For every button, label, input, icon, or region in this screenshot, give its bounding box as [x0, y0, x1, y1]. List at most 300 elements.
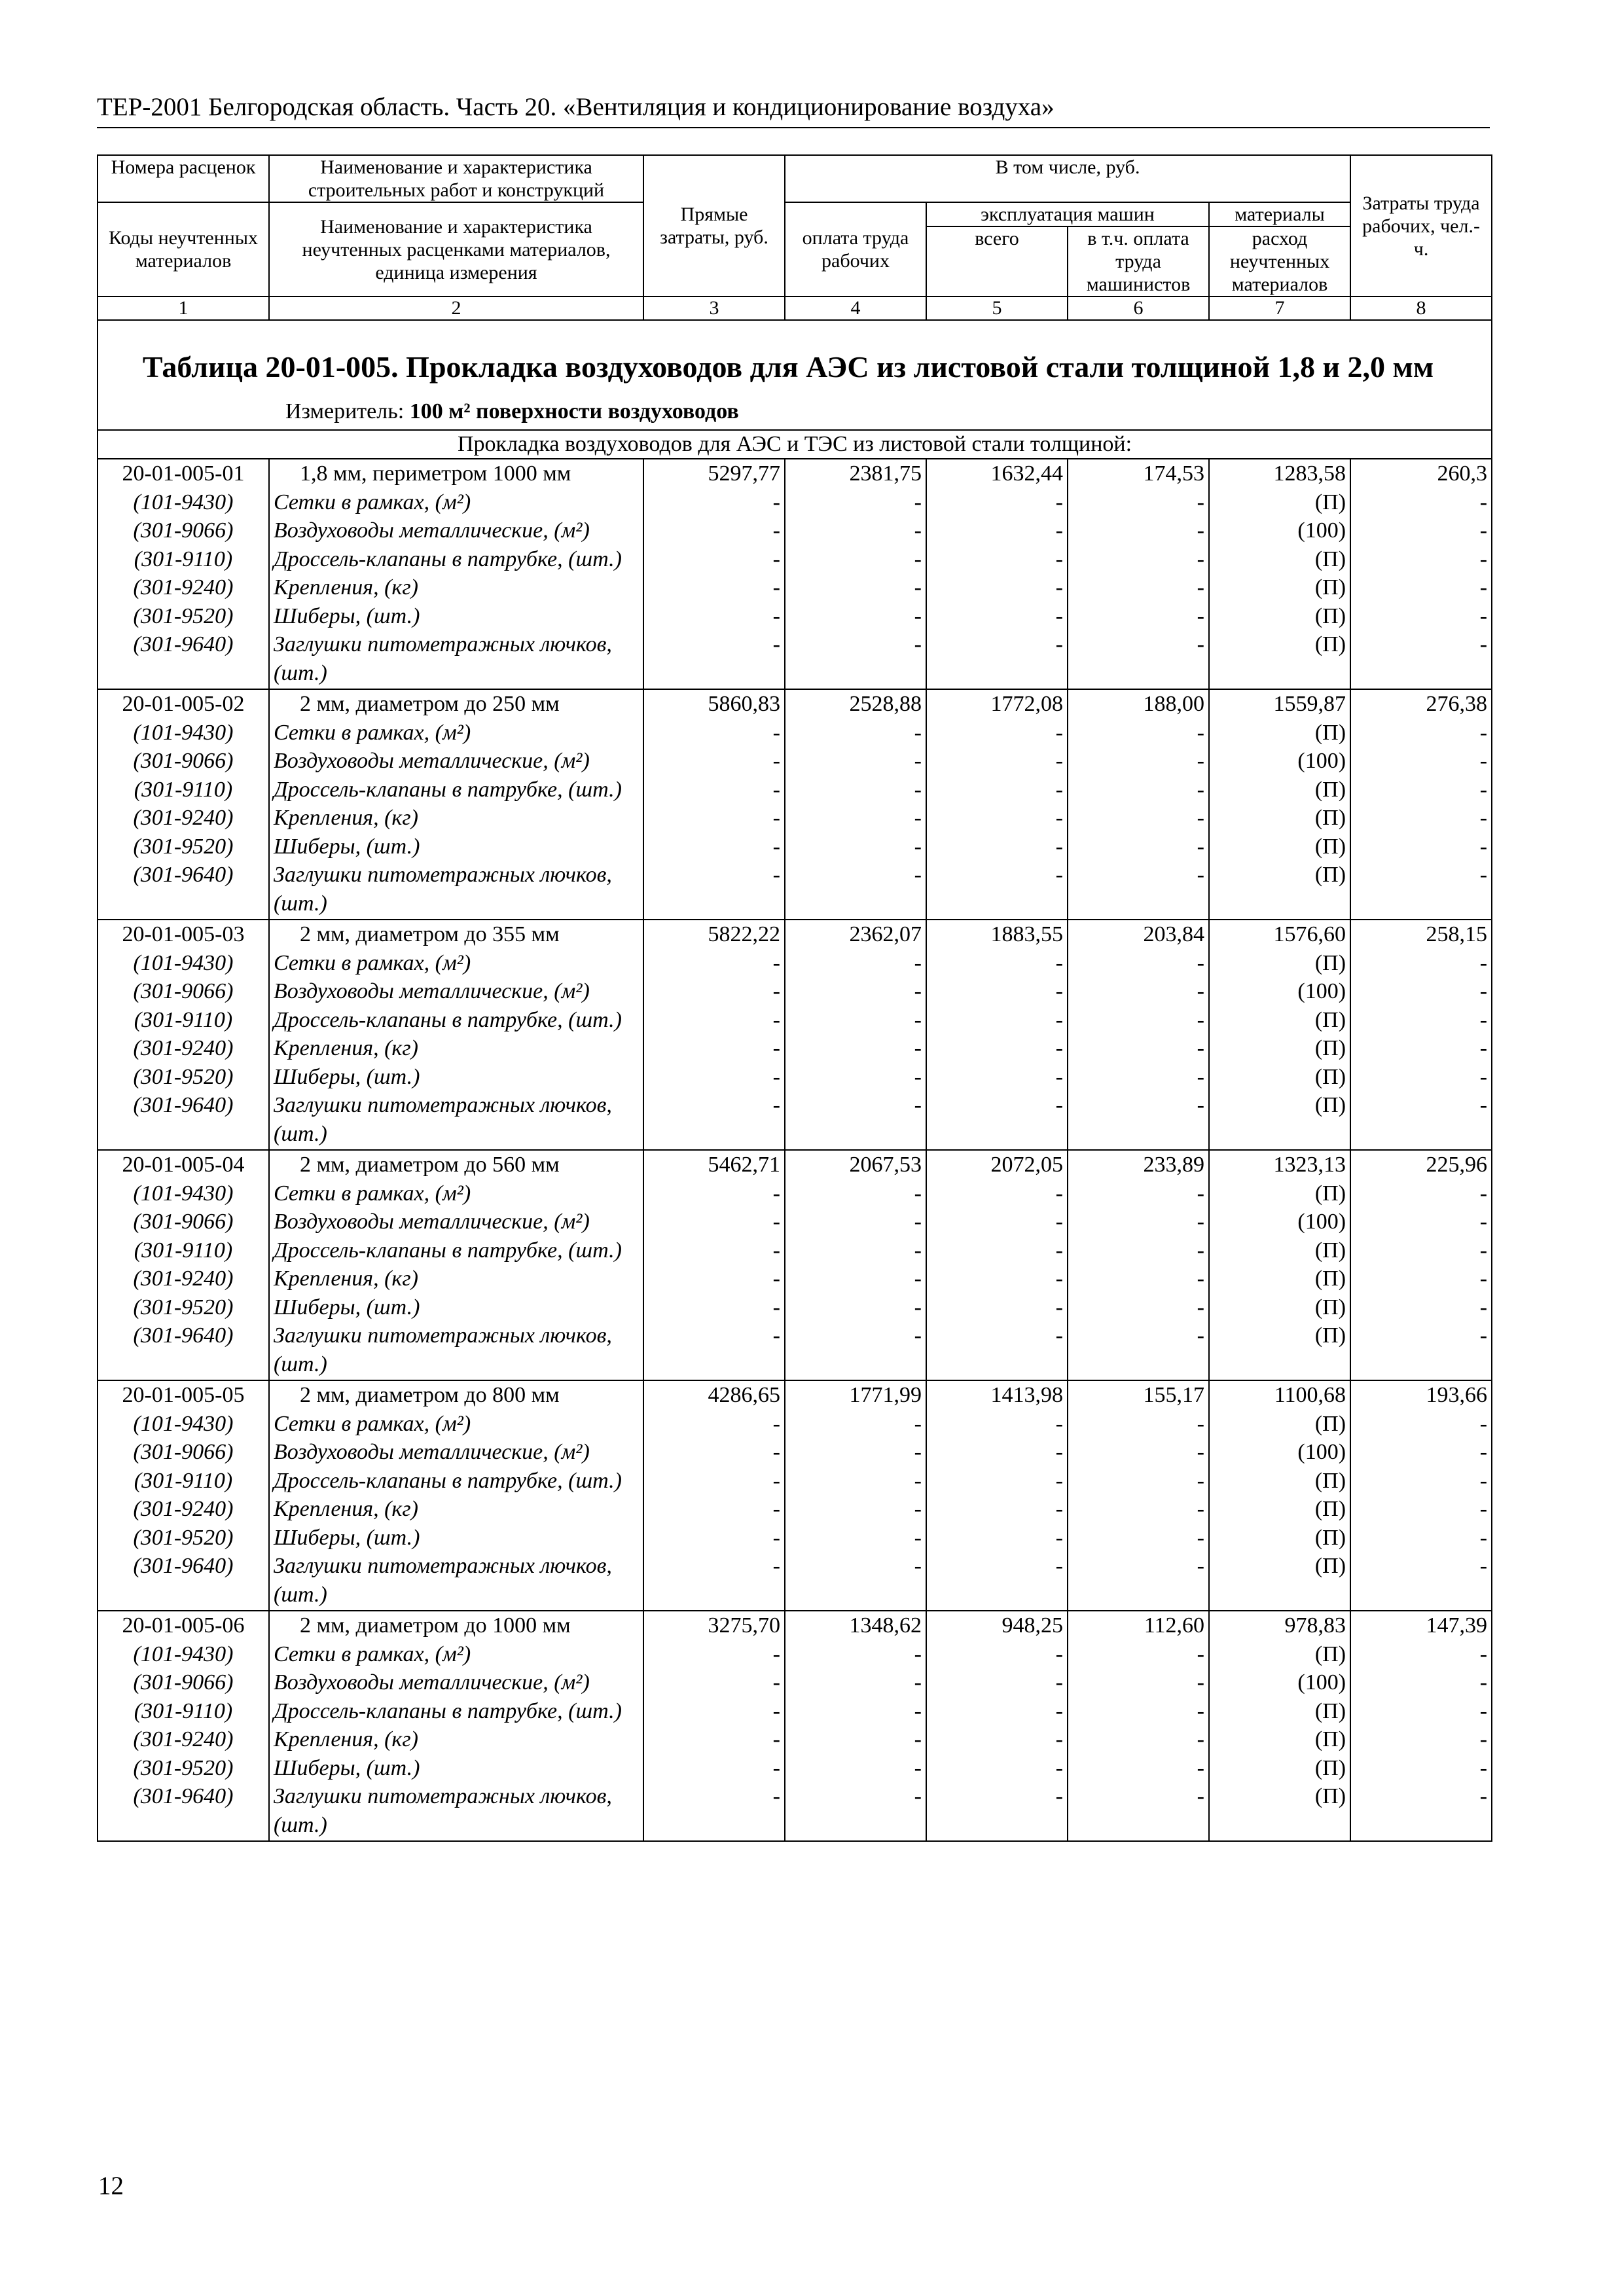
- machines-total: -: [926, 1236, 1068, 1265]
- operator-pay: -: [1068, 545, 1209, 574]
- labor-costs: -: [1350, 804, 1492, 833]
- material-row: [98, 861, 1492, 920]
- direct-costs: -: [643, 1495, 785, 1524]
- material-row: [98, 488, 1492, 517]
- item-name: Заглушки питометражных лючков, (шт.): [269, 861, 643, 920]
- machines-total: -: [926, 1034, 1068, 1063]
- machines-total: -: [926, 977, 1068, 1006]
- worker-pay: -: [785, 1495, 926, 1524]
- item-name: 2 мм, диаметром до 355 мм: [269, 920, 643, 949]
- material-code: (301-9240): [98, 804, 269, 833]
- rate-row: [98, 689, 1492, 719]
- material-code: (301-9640): [98, 1552, 269, 1611]
- column-number: 3: [643, 296, 785, 320]
- operator-pay: 112,60: [1068, 1611, 1209, 1640]
- material-row: [98, 1697, 1492, 1726]
- header-materials: материалы: [1209, 202, 1350, 226]
- machines-total: -: [926, 1495, 1068, 1524]
- item-name: Шиберы, (шт.): [269, 833, 643, 861]
- measure-value: 100 м² поверхности воздуховодов: [409, 399, 739, 423]
- machines-total: -: [926, 949, 1068, 978]
- direct-costs: -: [643, 861, 785, 920]
- labor-costs: -: [1350, 1697, 1492, 1726]
- rate-row: [98, 459, 1492, 488]
- column-number: 8: [1350, 296, 1492, 320]
- material-code: (301-9066): [98, 747, 269, 776]
- table-title: Таблица 20-01-005. Прокладка воздуховодов для АЭС из листовой стали толщиной 1,8 и 2,0 мм: [142, 350, 1434, 384]
- operator-pay: -: [1068, 1782, 1209, 1841]
- material-row: [98, 977, 1492, 1006]
- operator-pay: -: [1068, 1265, 1209, 1293]
- materials: (П): [1209, 776, 1350, 804]
- measure-line: [102, 385, 1487, 429]
- item-name: 2 мм, диаметром до 800 мм: [269, 1380, 643, 1410]
- operator-pay: 155,17: [1068, 1380, 1209, 1410]
- machines-total: -: [926, 1410, 1068, 1439]
- machines-total: -: [926, 630, 1068, 689]
- labor-costs: -: [1350, 1495, 1492, 1524]
- operator-pay: -: [1068, 719, 1209, 747]
- column-number: 2: [269, 296, 643, 320]
- machines-total: -: [926, 747, 1068, 776]
- materials: (П): [1209, 488, 1350, 517]
- materials: (П): [1209, 804, 1350, 833]
- direct-costs: -: [643, 1524, 785, 1552]
- operator-pay: -: [1068, 1208, 1209, 1236]
- materials: (П): [1209, 1782, 1350, 1841]
- worker-pay: -: [785, 804, 926, 833]
- header-including: В том числе, руб.: [785, 155, 1350, 202]
- materials: 1100,68: [1209, 1380, 1350, 1410]
- material-code: (101-9430): [98, 1410, 269, 1439]
- material-row: [98, 1265, 1492, 1293]
- header-machines: эксплуатация машин: [926, 202, 1209, 226]
- labor-costs: -: [1350, 630, 1492, 689]
- machines-total: 948,25: [926, 1611, 1068, 1640]
- item-name: Заглушки питометражных лючков, (шт.): [269, 1321, 643, 1380]
- material-row: [98, 630, 1492, 689]
- machines-total: -: [926, 1467, 1068, 1496]
- item-name: 1,8 мм, периметром 1000 мм: [269, 459, 643, 488]
- direct-costs: -: [643, 1410, 785, 1439]
- header-rate-numbers: Номера расценок: [98, 155, 269, 202]
- operator-pay: 174,53: [1068, 459, 1209, 488]
- direct-costs: -: [643, 977, 785, 1006]
- worker-pay: -: [785, 1265, 926, 1293]
- materials: (П): [1209, 1410, 1350, 1439]
- rate-group: [98, 920, 1492, 1150]
- direct-costs: -: [643, 1725, 785, 1754]
- worker-pay: -: [785, 1640, 926, 1669]
- item-name: Шиберы, (шт.): [269, 1293, 643, 1322]
- header-operator-pay: в т.ч. оплата труда машинистов: [1068, 226, 1209, 296]
- materials: (П): [1209, 1091, 1350, 1150]
- direct-costs: 5297,77: [643, 459, 785, 488]
- machines-total: -: [926, 1063, 1068, 1092]
- direct-costs: -: [643, 1293, 785, 1322]
- worker-pay: 2528,88: [785, 689, 926, 719]
- material-code: (301-9520): [98, 1293, 269, 1322]
- material-code: (301-9110): [98, 1697, 269, 1726]
- operator-pay: -: [1068, 1467, 1209, 1496]
- operator-pay: -: [1068, 977, 1209, 1006]
- materials: (100): [1209, 516, 1350, 545]
- worker-pay: -: [785, 949, 926, 978]
- materials: 1576,60: [1209, 920, 1350, 949]
- materials: (П): [1209, 1006, 1350, 1035]
- worker-pay: 2362,07: [785, 920, 926, 949]
- worker-pay: -: [785, 1091, 926, 1150]
- material-code: (301-9640): [98, 1091, 269, 1150]
- worker-pay: -: [785, 747, 926, 776]
- material-row: [98, 516, 1492, 545]
- worker-pay: -: [785, 833, 926, 861]
- worker-pay: -: [785, 516, 926, 545]
- material-code: (301-9240): [98, 573, 269, 602]
- labor-costs: -: [1350, 1091, 1492, 1150]
- machines-total: -: [926, 1668, 1068, 1697]
- item-name: Шиберы, (шт.): [269, 1063, 643, 1092]
- item-name: Заглушки питометражных лючков, (шт.): [269, 1091, 643, 1150]
- rate-code: 20-01-005-04: [98, 1150, 269, 1179]
- material-row: [98, 1321, 1492, 1380]
- header-labor-costs: Затраты труда рабочих, чел.-ч.: [1350, 155, 1492, 296]
- column-number: 6: [1068, 296, 1209, 320]
- materials: (П): [1209, 1640, 1350, 1669]
- materials: 1559,87: [1209, 689, 1350, 719]
- column-number: 7: [1209, 296, 1350, 320]
- worker-pay: 2381,75: [785, 459, 926, 488]
- item-name: Дроссель-клапаны в патрубке, (шт.): [269, 545, 643, 574]
- worker-pay: -: [785, 545, 926, 574]
- material-row: [98, 1668, 1492, 1697]
- operator-pay: -: [1068, 516, 1209, 545]
- labor-costs: 147,39: [1350, 1611, 1492, 1640]
- material-row: [98, 1467, 1492, 1496]
- material-code: (301-9066): [98, 977, 269, 1006]
- direct-costs: -: [643, 1438, 785, 1467]
- direct-costs: 4286,65: [643, 1380, 785, 1410]
- direct-costs: -: [643, 1063, 785, 1092]
- rate-group: [98, 459, 1492, 689]
- direct-costs: -: [643, 1552, 785, 1611]
- machines-total: -: [926, 804, 1068, 833]
- labor-costs: -: [1350, 1265, 1492, 1293]
- material-row: [98, 573, 1492, 602]
- machines-total: -: [926, 1265, 1068, 1293]
- material-row: [98, 1495, 1492, 1524]
- worker-pay: -: [785, 630, 926, 689]
- direct-costs: -: [643, 1321, 785, 1380]
- worker-pay: -: [785, 1524, 926, 1552]
- item-name: Дроссель-клапаны в патрубке, (шт.): [269, 1467, 643, 1496]
- worker-pay: -: [785, 1410, 926, 1439]
- item-name: Заглушки питометражных лючков, (шт.): [269, 630, 643, 689]
- direct-costs: -: [643, 630, 785, 689]
- operator-pay: -: [1068, 1524, 1209, 1552]
- item-name: Воздуховоды металлические, (м²): [269, 1208, 643, 1236]
- machines-total: -: [926, 1725, 1068, 1754]
- material-code: (301-9066): [98, 516, 269, 545]
- operator-pay: -: [1068, 1236, 1209, 1265]
- materials: (П): [1209, 630, 1350, 689]
- materials: (П): [1209, 573, 1350, 602]
- machines-total: -: [926, 1208, 1068, 1236]
- operator-pay: -: [1068, 1091, 1209, 1150]
- materials: (П): [1209, 1552, 1350, 1611]
- direct-costs: -: [643, 1640, 785, 1669]
- item-name: Сетки в рамках, (м²): [269, 1640, 643, 1669]
- material-code: (301-9640): [98, 1321, 269, 1380]
- operator-pay: -: [1068, 804, 1209, 833]
- direct-costs: -: [643, 1034, 785, 1063]
- materials: (100): [1209, 747, 1350, 776]
- material-code: (101-9430): [98, 719, 269, 747]
- worker-pay: 1348,62: [785, 1611, 926, 1640]
- item-name: 2 мм, диаметром до 1000 мм: [269, 1611, 643, 1640]
- labor-costs: -: [1350, 602, 1492, 631]
- labor-costs: -: [1350, 516, 1492, 545]
- operator-pay: -: [1068, 1697, 1209, 1726]
- materials: (П): [1209, 1236, 1350, 1265]
- machines-total: -: [926, 1091, 1068, 1150]
- machines-total: -: [926, 1438, 1068, 1467]
- direct-costs: -: [643, 1091, 785, 1150]
- material-code: (301-9240): [98, 1034, 269, 1063]
- labor-costs: -: [1350, 833, 1492, 861]
- operator-pay: -: [1068, 833, 1209, 861]
- material-row: [98, 1006, 1492, 1035]
- material-row: [98, 833, 1492, 861]
- machines-total: -: [926, 1321, 1068, 1380]
- material-code: (101-9430): [98, 1640, 269, 1669]
- materials: 978,83: [1209, 1611, 1350, 1640]
- material-code: (301-9110): [98, 1006, 269, 1035]
- worker-pay: -: [785, 573, 926, 602]
- operator-pay: -: [1068, 747, 1209, 776]
- worker-pay: -: [785, 1293, 926, 1322]
- rate-group: [98, 1611, 1492, 1841]
- worker-pay: -: [785, 776, 926, 804]
- rates-table: [97, 154, 1492, 1842]
- item-name: Шиберы, (шт.): [269, 1754, 643, 1783]
- direct-costs: 5462,71: [643, 1150, 785, 1179]
- material-code: (301-9240): [98, 1265, 269, 1293]
- machines-total: 2072,05: [926, 1150, 1068, 1179]
- column-number: 1: [98, 296, 269, 320]
- direct-costs: -: [643, 1236, 785, 1265]
- labor-costs: -: [1350, 977, 1492, 1006]
- labor-costs: -: [1350, 1524, 1492, 1552]
- operator-pay: -: [1068, 488, 1209, 517]
- materials: (П): [1209, 719, 1350, 747]
- operator-pay: -: [1068, 1034, 1209, 1063]
- worker-pay: -: [785, 1467, 926, 1496]
- direct-costs: -: [643, 1782, 785, 1841]
- direct-costs: -: [643, 1208, 785, 1236]
- material-row: [98, 1179, 1492, 1208]
- material-code: (301-9110): [98, 1236, 269, 1265]
- section-title: Прокладка воздуховодов для АЭС и ТЭС из листовой стали толщиной:: [98, 430, 1492, 459]
- operator-pay: -: [1068, 630, 1209, 689]
- materials: (П): [1209, 602, 1350, 631]
- item-name: Воздуховоды металлические, (м²): [269, 747, 643, 776]
- rate-group: [98, 1150, 1492, 1380]
- operator-pay: -: [1068, 949, 1209, 978]
- item-name: Воздуховоды металлические, (м²): [269, 1438, 643, 1467]
- materials: (П): [1209, 1725, 1350, 1754]
- machines-total: -: [926, 1006, 1068, 1035]
- material-row: [98, 1725, 1492, 1754]
- labor-costs: -: [1350, 1321, 1492, 1380]
- labor-costs: -: [1350, 573, 1492, 602]
- labor-costs: 260,3: [1350, 459, 1492, 488]
- labor-costs: -: [1350, 1063, 1492, 1092]
- material-code: (301-9066): [98, 1208, 269, 1236]
- labor-costs: 258,15: [1350, 920, 1492, 949]
- operator-pay: 188,00: [1068, 689, 1209, 719]
- labor-costs: -: [1350, 488, 1492, 517]
- item-name: Дроссель-клапаны в патрубке, (шт.): [269, 776, 643, 804]
- worker-pay: -: [785, 1006, 926, 1035]
- material-code: (301-9520): [98, 1524, 269, 1552]
- material-code: (301-9240): [98, 1725, 269, 1754]
- direct-costs: -: [643, 747, 785, 776]
- operator-pay: -: [1068, 1552, 1209, 1611]
- item-name: 2 мм, диаметром до 250 мм: [269, 689, 643, 719]
- worker-pay: -: [785, 1034, 926, 1063]
- material-row: [98, 1782, 1492, 1841]
- labor-costs: -: [1350, 1208, 1492, 1236]
- rate-code: 20-01-005-05: [98, 1380, 269, 1410]
- machines-total: -: [926, 602, 1068, 631]
- item-name: Воздуховоды металлические, (м²): [269, 1668, 643, 1697]
- labor-costs: -: [1350, 545, 1492, 574]
- machines-total: -: [926, 861, 1068, 920]
- machines-total: -: [926, 516, 1068, 545]
- operator-pay: -: [1068, 1006, 1209, 1035]
- operator-pay: -: [1068, 1321, 1209, 1380]
- rate-code: 20-01-005-02: [98, 689, 269, 719]
- material-code: (101-9430): [98, 488, 269, 517]
- machines-total: -: [926, 1293, 1068, 1322]
- worker-pay: -: [785, 719, 926, 747]
- item-name: Крепления, (кг): [269, 1034, 643, 1063]
- machines-total: -: [926, 545, 1068, 574]
- worker-pay: -: [785, 1668, 926, 1697]
- material-code: (301-9066): [98, 1668, 269, 1697]
- direct-costs: -: [643, 1467, 785, 1496]
- material-row: [98, 949, 1492, 978]
- worker-pay: -: [785, 861, 926, 920]
- operator-pay: -: [1068, 1640, 1209, 1669]
- item-name: Сетки в рамках, (м²): [269, 949, 643, 978]
- rate-group: [98, 689, 1492, 920]
- labor-costs: -: [1350, 1668, 1492, 1697]
- labor-costs: -: [1350, 1552, 1492, 1611]
- direct-costs: -: [643, 573, 785, 602]
- table-intro: [98, 320, 1492, 459]
- direct-costs: -: [643, 1668, 785, 1697]
- direct-costs: -: [643, 804, 785, 833]
- operator-pay: -: [1068, 1754, 1209, 1783]
- rate-row: [98, 1150, 1492, 1179]
- header-machines-total: всего: [926, 226, 1068, 296]
- materials: (100): [1209, 977, 1350, 1006]
- operator-pay: -: [1068, 573, 1209, 602]
- labor-costs: 225,96: [1350, 1150, 1492, 1179]
- item-name: Крепления, (кг): [269, 804, 643, 833]
- materials: (П): [1209, 1754, 1350, 1783]
- direct-costs: 5860,83: [643, 689, 785, 719]
- machines-total: -: [926, 488, 1068, 517]
- labor-costs: 276,38: [1350, 689, 1492, 719]
- material-code: (301-9110): [98, 1467, 269, 1496]
- item-name: Сетки в рамках, (м²): [269, 488, 643, 517]
- item-name: Крепления, (кг): [269, 573, 643, 602]
- item-name: Дроссель-клапаны в патрубке, (шт.): [269, 1697, 643, 1726]
- material-code: (101-9430): [98, 949, 269, 978]
- labor-costs: -: [1350, 1006, 1492, 1035]
- material-row: [98, 1640, 1492, 1669]
- worker-pay: -: [785, 1725, 926, 1754]
- materials: (П): [1209, 1179, 1350, 1208]
- table-title-block: [98, 320, 1492, 430]
- worker-pay: -: [785, 1697, 926, 1726]
- operator-pay: 203,84: [1068, 920, 1209, 949]
- operator-pay: -: [1068, 602, 1209, 631]
- worker-pay: -: [785, 1179, 926, 1208]
- material-code: (301-9110): [98, 776, 269, 804]
- worker-pay: -: [785, 1438, 926, 1467]
- material-row: [98, 1754, 1492, 1783]
- header-work-name: Наименование и характеристика строительных работ и конструкций: [269, 155, 643, 202]
- material-code: (101-9430): [98, 1179, 269, 1208]
- direct-costs: 3275,70: [643, 1611, 785, 1640]
- machines-total: -: [926, 833, 1068, 861]
- operator-pay: -: [1068, 861, 1209, 920]
- item-name: Крепления, (кг): [269, 1495, 643, 1524]
- materials: (П): [1209, 1034, 1350, 1063]
- item-name: Сетки в рамках, (м²): [269, 719, 643, 747]
- labor-costs: -: [1350, 1467, 1492, 1496]
- item-name: Воздуховоды металлические, (м²): [269, 977, 643, 1006]
- labor-costs: -: [1350, 747, 1492, 776]
- material-row: [98, 602, 1492, 631]
- machines-total: -: [926, 719, 1068, 747]
- materials: (П): [1209, 1265, 1350, 1293]
- worker-pay: -: [785, 1321, 926, 1380]
- operator-pay: -: [1068, 1410, 1209, 1439]
- materials: (П): [1209, 545, 1350, 574]
- operator-pay: 233,89: [1068, 1150, 1209, 1179]
- item-name: Крепления, (кг): [269, 1725, 643, 1754]
- item-name: Сетки в рамках, (м²): [269, 1179, 643, 1208]
- page-number: 12: [98, 2172, 124, 2200]
- materials: (100): [1209, 1668, 1350, 1697]
- material-code: (301-9640): [98, 630, 269, 689]
- direct-costs: -: [643, 1179, 785, 1208]
- materials: (П): [1209, 1697, 1350, 1726]
- machines-total: -: [926, 1754, 1068, 1783]
- machines-total: -: [926, 776, 1068, 804]
- header-direct-costs: Прямые затраты, руб.: [643, 155, 785, 296]
- material-code: (301-9640): [98, 861, 269, 920]
- header-worker-pay: оплата труда рабочих: [785, 202, 926, 296]
- materials: (100): [1209, 1438, 1350, 1467]
- direct-costs: -: [643, 545, 785, 574]
- rate-code: 20-01-005-06: [98, 1611, 269, 1640]
